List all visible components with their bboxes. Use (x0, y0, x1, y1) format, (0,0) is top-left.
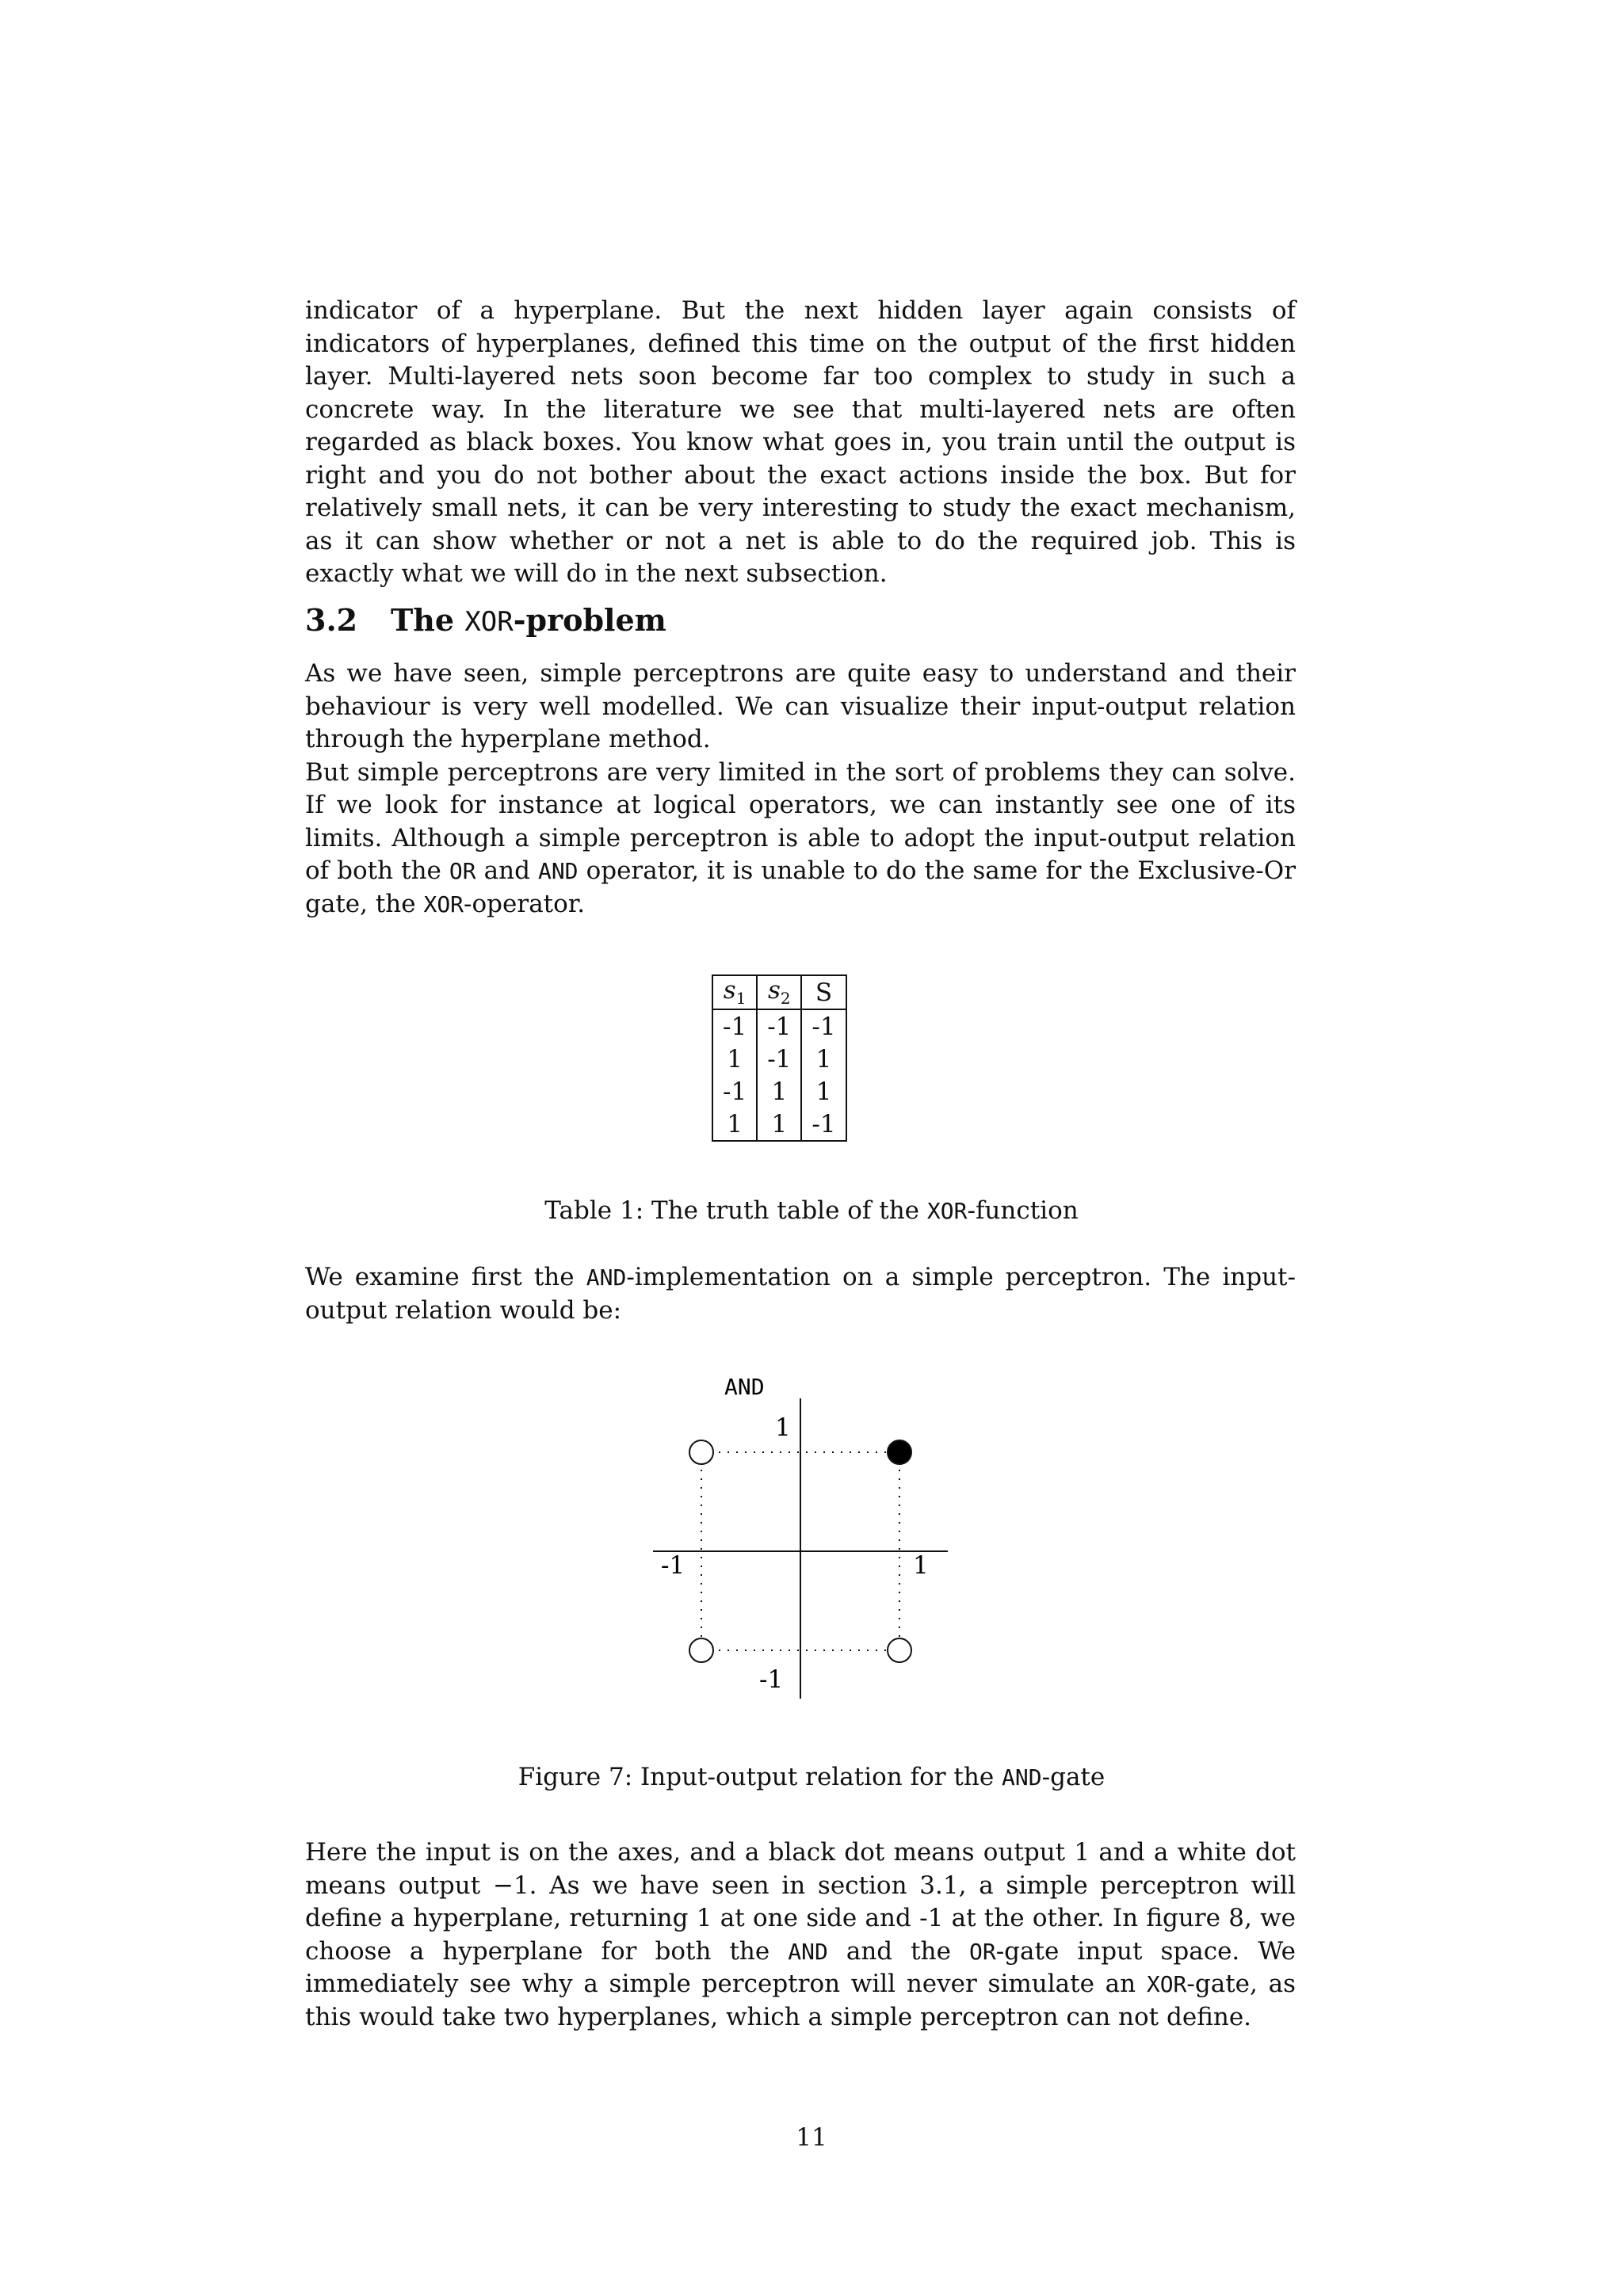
table-cell: -1 (757, 1043, 801, 1075)
section-title-code: XOR (464, 606, 514, 638)
text-run: Figure 7: Input-output relation for the (517, 1763, 1002, 1791)
text-run: and the (827, 1936, 969, 1966)
truth-table (712, 974, 847, 1142)
white-dot (689, 1638, 713, 1662)
section-title-pre: The (391, 602, 465, 638)
page-number: 11 (796, 2123, 827, 2152)
table-cell: -1 (712, 1075, 757, 1108)
code-and: AND (788, 1938, 828, 1965)
text-run: But simple perceptrons are very limited in the sort of problems they can solve. If we look for instance at logical operators, we can instantly see one of its limits. Although a simple perceptron is able to adopt the input-output relation of both the (305, 757, 1296, 885)
paragraph-xor-intro (305, 658, 1296, 921)
code-or: OR (968, 1938, 996, 1965)
table-header-S: S (801, 975, 846, 1009)
text-run: and (475, 856, 538, 885)
text-run: We examine first the (305, 1263, 586, 1291)
white-dot (689, 1440, 713, 1464)
section-number: 3.2 (305, 602, 358, 638)
tick-top: 1 (775, 1413, 791, 1442)
table-cell: 1 (801, 1075, 846, 1108)
table-cell: 1 (712, 1043, 757, 1075)
table-row (712, 1075, 846, 1108)
code-and: AND (1002, 1764, 1042, 1791)
paragraph-xor-a: As we have seen, simple perceptrons are quite easy to understand and their behaviour is very well modelled. We can visualize their input-output relation through the hyperplane method. (305, 659, 1296, 753)
tick-right: 1 (913, 1551, 929, 1580)
table-row (712, 1043, 846, 1075)
subscript: 1 (735, 989, 747, 1009)
table-cell: 1 (712, 1108, 757, 1141)
table-cell: 1 (757, 1075, 801, 1108)
text-run: -function (967, 1196, 1079, 1225)
table-cell: -1 (757, 1009, 801, 1043)
table-header-s2: $s_2$ (757, 975, 801, 1009)
code-or: OR (449, 858, 476, 884)
code-xor: XOR (423, 891, 464, 917)
tick-bottom: -1 (759, 1665, 784, 1694)
and-figure (634, 1363, 967, 1711)
table-row (712, 1108, 846, 1141)
text-run: -gate (1041, 1763, 1106, 1791)
white-dot (888, 1638, 911, 1662)
code-and: AND (586, 1264, 627, 1291)
code-xor: XOR (926, 1198, 968, 1224)
text-run: Here the input is on the axes, and a black dot means output 1 and a white dot means output −1. As we have seen in section 3.1, a simple perceptron will define a hyperplane, returning 1 at one side and -1 at the other. In figure 8, we choose a hyperplane for both the (305, 1838, 1296, 1966)
figure-label: AND (724, 1374, 765, 1400)
table-header-row (712, 975, 846, 1009)
code-xor: XOR (1146, 1971, 1187, 1997)
table-header-s1: $s_1$ (712, 975, 757, 1009)
paragraph-and-intro (305, 1261, 1296, 1327)
paragraph-conclusion (305, 1836, 1296, 2034)
table-cell: -1 (712, 1009, 757, 1043)
text-run: Table 1: The truth table of the (544, 1196, 927, 1225)
table-cell: -1 (801, 1108, 846, 1141)
text-run: operator, it is unable to do the same for the Exclusive-Or gate, the (305, 856, 1296, 918)
table-cell: -1 (801, 1009, 846, 1043)
text-run: -implementation on a simple perceptron. The input-output relation would be: (305, 1263, 1296, 1325)
table-cell: 1 (757, 1108, 801, 1141)
table-row (712, 1009, 846, 1043)
text-run: -operator. (464, 889, 586, 918)
section-title-post: -problem (513, 602, 666, 638)
figure-caption (0, 1763, 1623, 1791)
table-caption (0, 1196, 1623, 1225)
text-run: -gate, as this would take two hyperplanes, which a simple perceptron can not define. (305, 1970, 1296, 2031)
text-run: -gate input space. We immediately see why a simple perceptron will never simulate an (305, 1936, 1296, 1998)
code-and: AND (537, 858, 579, 884)
paragraph-xor-b (305, 757, 1296, 921)
subscript: 2 (780, 989, 791, 1009)
section-heading (305, 602, 666, 638)
paragraph-intro: indicator of a hyperplane. But the next hidden layer again consists of indicators of hyperplanes, defined this time on the output of the first hidden layer. Multi-layered nets soon become far too complex to study in such a concrete way. In the literature we see that multi-layered nets are often regarded as black boxes. You know what goes in, you train until the output is right and you do not bother about the exact actions inside the box. But for relatively small nets, it can be very interesting to study the exact mechanism, as it can show whether or not a net is able to do the required job. This is exactly what we will do in the next subsection. (305, 296, 1296, 588)
tick-left: -1 (661, 1551, 685, 1580)
black-dot (888, 1440, 911, 1464)
table-cell: 1 (801, 1043, 846, 1075)
